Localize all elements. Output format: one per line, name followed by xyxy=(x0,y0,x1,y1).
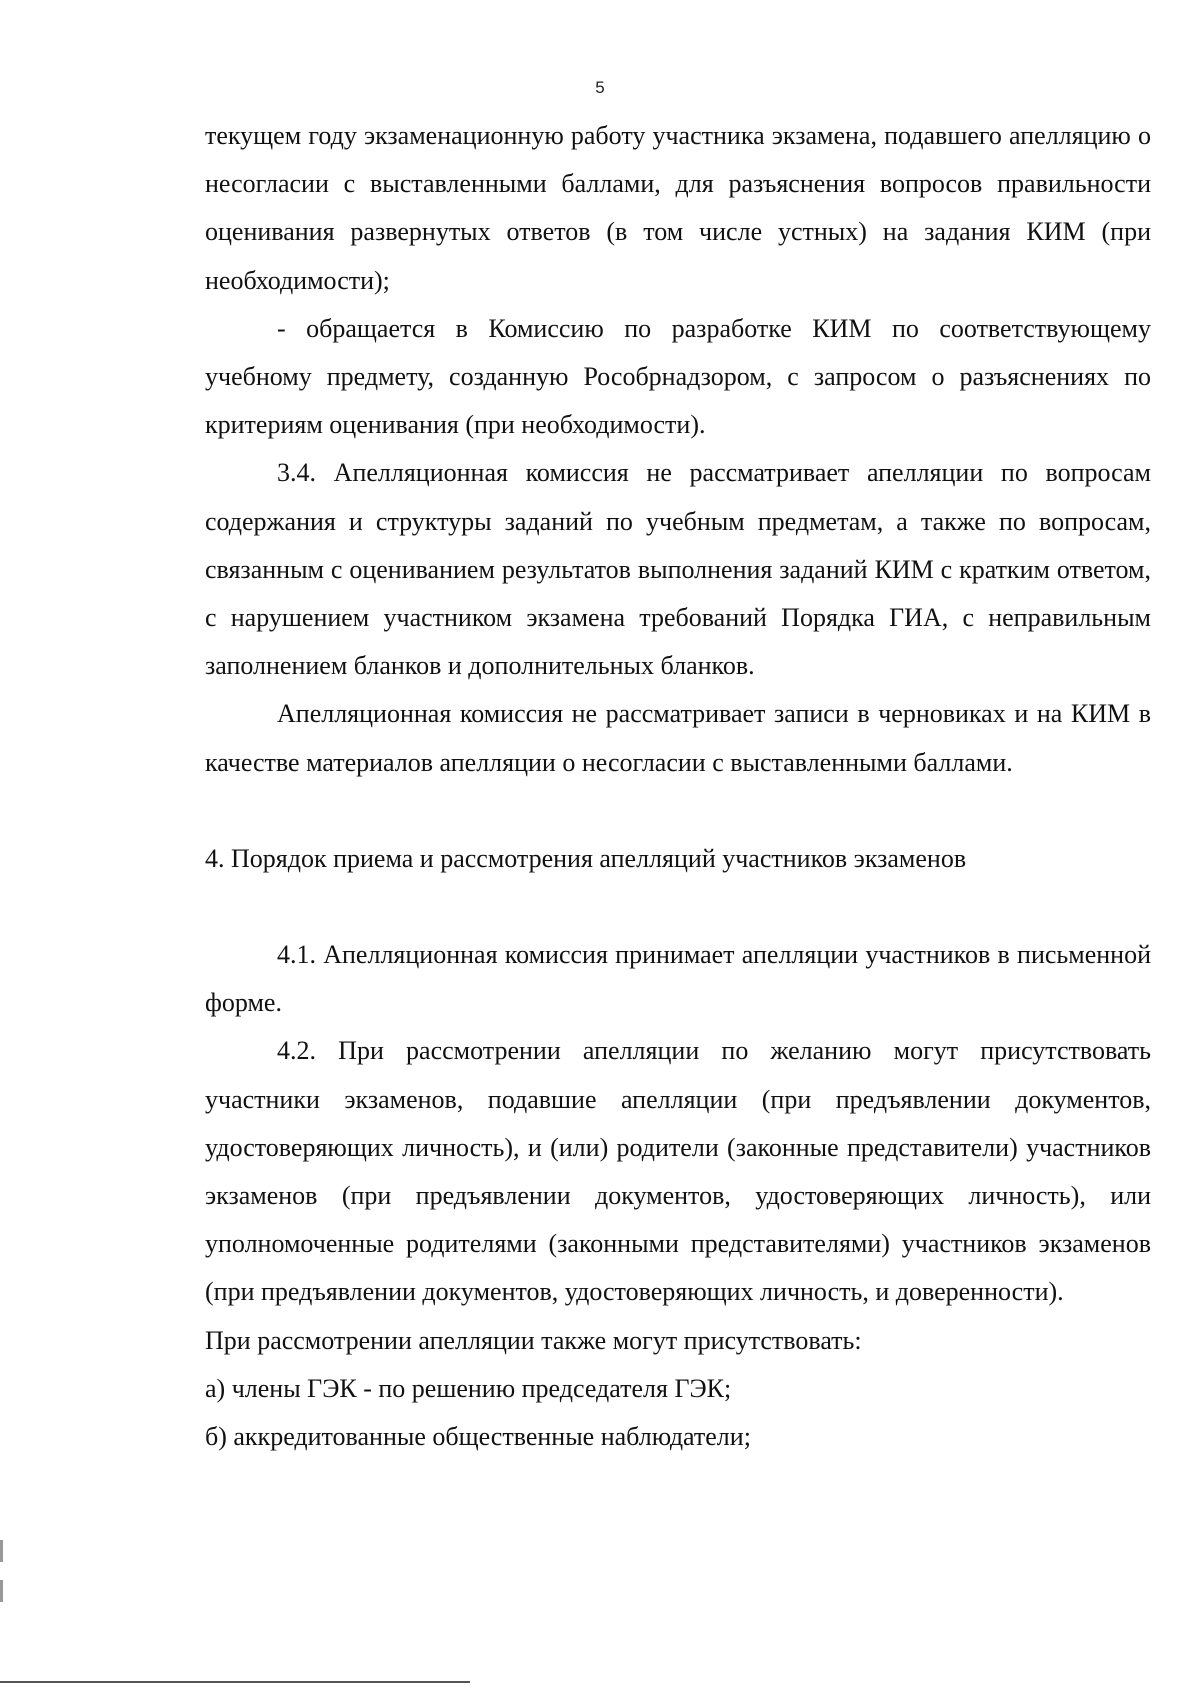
list-item: а) члены ГЭК - по решению председателя ГЭК; xyxy=(205,1373,732,1403)
scan-artifact xyxy=(0,1580,3,1602)
paragraph: 3.4. Апелляционная комиссия не рассматривает апелляции по вопросам содержания и структуры заданий по учебным предметам, а также по вопросам, связанным с оцениванием результатов выполнения заданий КИМ с кратким ответом, с нарушением участником экзамена требований Порядка ГИА, с неправильным заполнением бланков и дополнительных бланков. xyxy=(205,458,1151,681)
scan-artifact xyxy=(0,1540,3,1562)
list-item: б) аккредитованные общественные наблюдатели; xyxy=(205,1422,751,1452)
paragraph: 4.1. Апелляционная комиссия принимает апелляции участников в письменной форме. xyxy=(205,940,1151,1018)
section-heading: 4. Порядок приема и рассмотрения апелляций участников экзаменов xyxy=(205,843,967,873)
paragraph: - обращается в Комиссию по разработке КИМ по соответствующему учебному предмету, созданную Рособрнадзором, с запросом о разъяснениях по критериям оценивания (при необходимости). xyxy=(205,313,1151,440)
page-number: 5 xyxy=(595,78,605,97)
paragraph: 4.2. При рассмотрении апелляции по желанию могут присутствовать участники экзаменов, подавшие апелляции (при предъявлении документов, удостоверяющих личность), и (или) родители (законные представители) участников экзаменов (при предъявлении документов, удостоверяющих личность), или уполномоченные родителями (законными представителями) участников экзаменов (при предъявлении документов, удостоверяющих личность, и доверенности). xyxy=(205,1036,1151,1307)
scan-bottom-line xyxy=(0,1681,470,1683)
document-body xyxy=(205,112,1151,1461)
paragraph: текущем году экзаменационную работу участника экзамена, подавшего апелляцию о несогласии с выставленными баллами, для разъяснения вопросов правильности оценивания развернутых ответов (в том числе устных) на задания КИМ (при необходимости); xyxy=(205,121,1151,295)
paragraph: При рассмотрении апелляции также могут присутствовать: xyxy=(205,1325,862,1355)
paragraph: Апелляционная комиссия не рассматривает записи в черновиках и на КИМ в качестве материалов апелляции о несогласии с выставленными баллами. xyxy=(205,699,1151,777)
